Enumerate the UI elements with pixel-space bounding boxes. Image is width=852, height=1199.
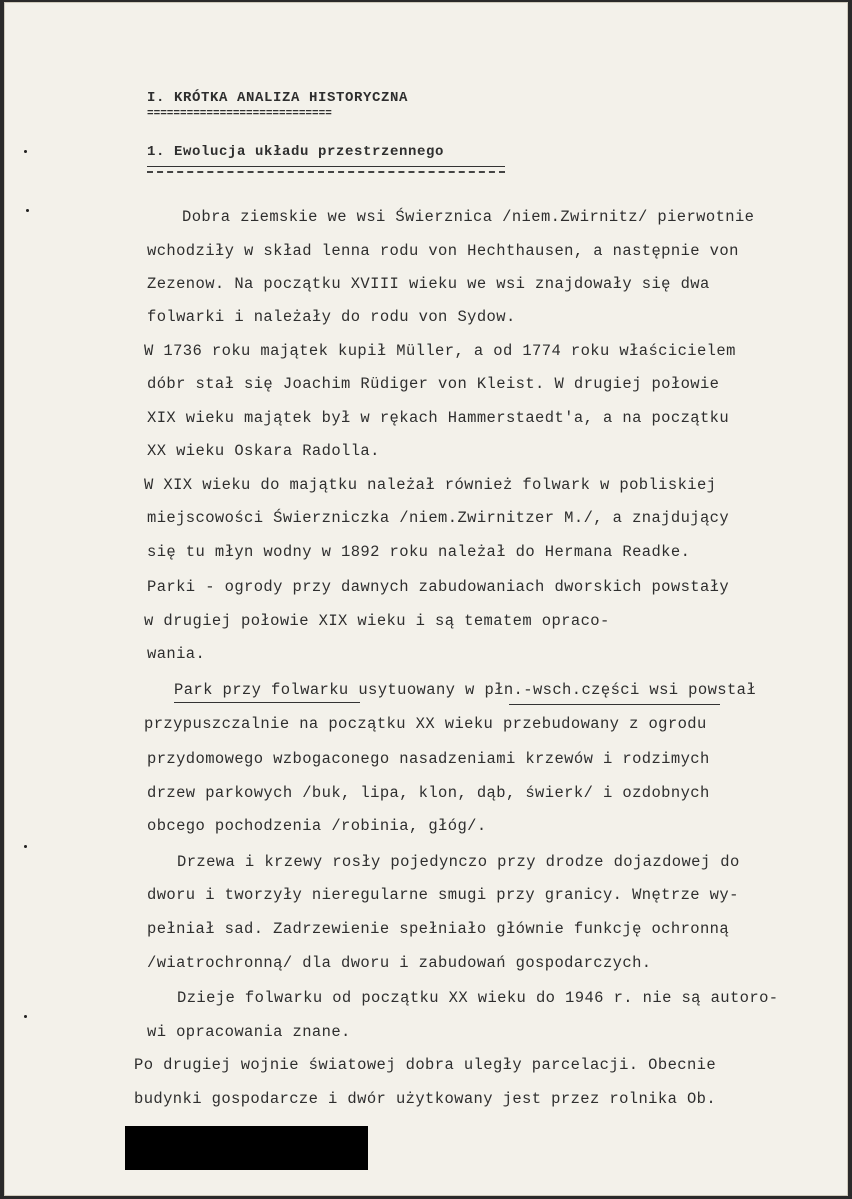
- body-line: przypuszczalnie na początku XX wieku przebudowany z ogrodu: [144, 715, 707, 733]
- body-line: /wiatrochronną/ dla dworu i zabudowań gospodarczych.: [147, 954, 652, 972]
- body-line: Zezenow. Na początku XVIII wieku we wsi znajdowały się dwa: [147, 275, 710, 293]
- body-line: obcego pochodzenia /robinia, głóg/.: [147, 817, 487, 835]
- punch-hole-mark: [24, 1015, 27, 1018]
- subsection-underline: [147, 166, 505, 167]
- body-line: miejscowości Świerzniczka /niem.Zwirnitzer M./, a znajdujący: [147, 509, 730, 527]
- body-line: się tu młyn wodny w 1892 roku należał do Hermana Readke.: [147, 543, 691, 561]
- body-line: pełniał sad. Zadrzewienie spełniało głównie funkcję ochronną: [147, 920, 730, 938]
- body-line: XX wieku Oskara Radolla.: [147, 442, 380, 460]
- body-line: W XIX wieku do majątku należał również folwark w pobliskiej: [144, 476, 717, 494]
- body-line: XIX wieku majątek był w rękach Hammerstaedt'a, a na początku: [147, 409, 730, 427]
- underline-park-przy-folwarku: [174, 702, 360, 703]
- body-line: folwarki i należały do rodu von Sydow.: [147, 308, 516, 326]
- section-title-underline: ============================: [147, 108, 332, 120]
- body-line: drzew parkowych /buk, lipa, klon, dąb, świerk/ i ozdobnych: [147, 784, 710, 802]
- body-line: dóbr stał się Joachim Rüdiger von Kleist. W drugiej połowie: [147, 375, 720, 393]
- body-line: wi opracowania znane.: [147, 1023, 351, 1041]
- body-line: Dobra ziemskie we wsi Świerznica /niem.Zwirnitz/ pierwotnie: [182, 208, 755, 226]
- underline-pln-wsch-czesci: [509, 704, 720, 705]
- punch-hole-mark: [26, 209, 29, 212]
- section-title: I. KRÓTKA ANALIZA HISTORYCZNA: [147, 90, 409, 106]
- body-line: przydomowego wzbogaconego nasadzeniami krzewów i rodzimych: [147, 750, 710, 768]
- body-line: W 1736 roku majątek kupił Müller, a od 1774 roku właścicielem: [144, 342, 736, 360]
- body-line: Dzieje folwarku od początku XX wieku do 1946 r. nie są autoro-: [177, 989, 779, 1007]
- subsection-underline-dashed: [147, 171, 505, 173]
- body-line: Drzewa i krzewy rosły pojedynczo przy drodze dojazdowej do: [177, 853, 740, 871]
- body-line: w drugiej połowie XIX wieku i są tematem opraco-: [144, 612, 610, 630]
- body-line: Park przy folwarku usytuowany w płn.-wsch.części wsi powstał: [174, 681, 757, 699]
- subsection-title: 1. Ewolucja układu przestrzennego: [147, 144, 445, 160]
- body-line: Parki - ogrody przy dawnych zabudowaniach dworskich powstały: [147, 578, 730, 596]
- body-line: Po drugiej wojnie światowej dobra uległy parcelacji. Obecnie: [134, 1056, 717, 1074]
- document-page: [4, 2, 848, 1196]
- body-line: wchodziły w skład lenna rodu von Hechthausen, a następnie von: [147, 242, 739, 260]
- body-line: budynki gospodarcze i dwór użytkowany jest przez rolnika Ob.: [134, 1090, 717, 1108]
- body-line: dworu i tworzyły nieregularne smugi przy granicy. Wnętrze wy-: [147, 886, 739, 904]
- punch-hole-mark: [24, 845, 27, 848]
- redaction-box: [125, 1126, 368, 1170]
- body-line: wania.: [147, 645, 206, 663]
- punch-hole-mark: [24, 150, 27, 153]
